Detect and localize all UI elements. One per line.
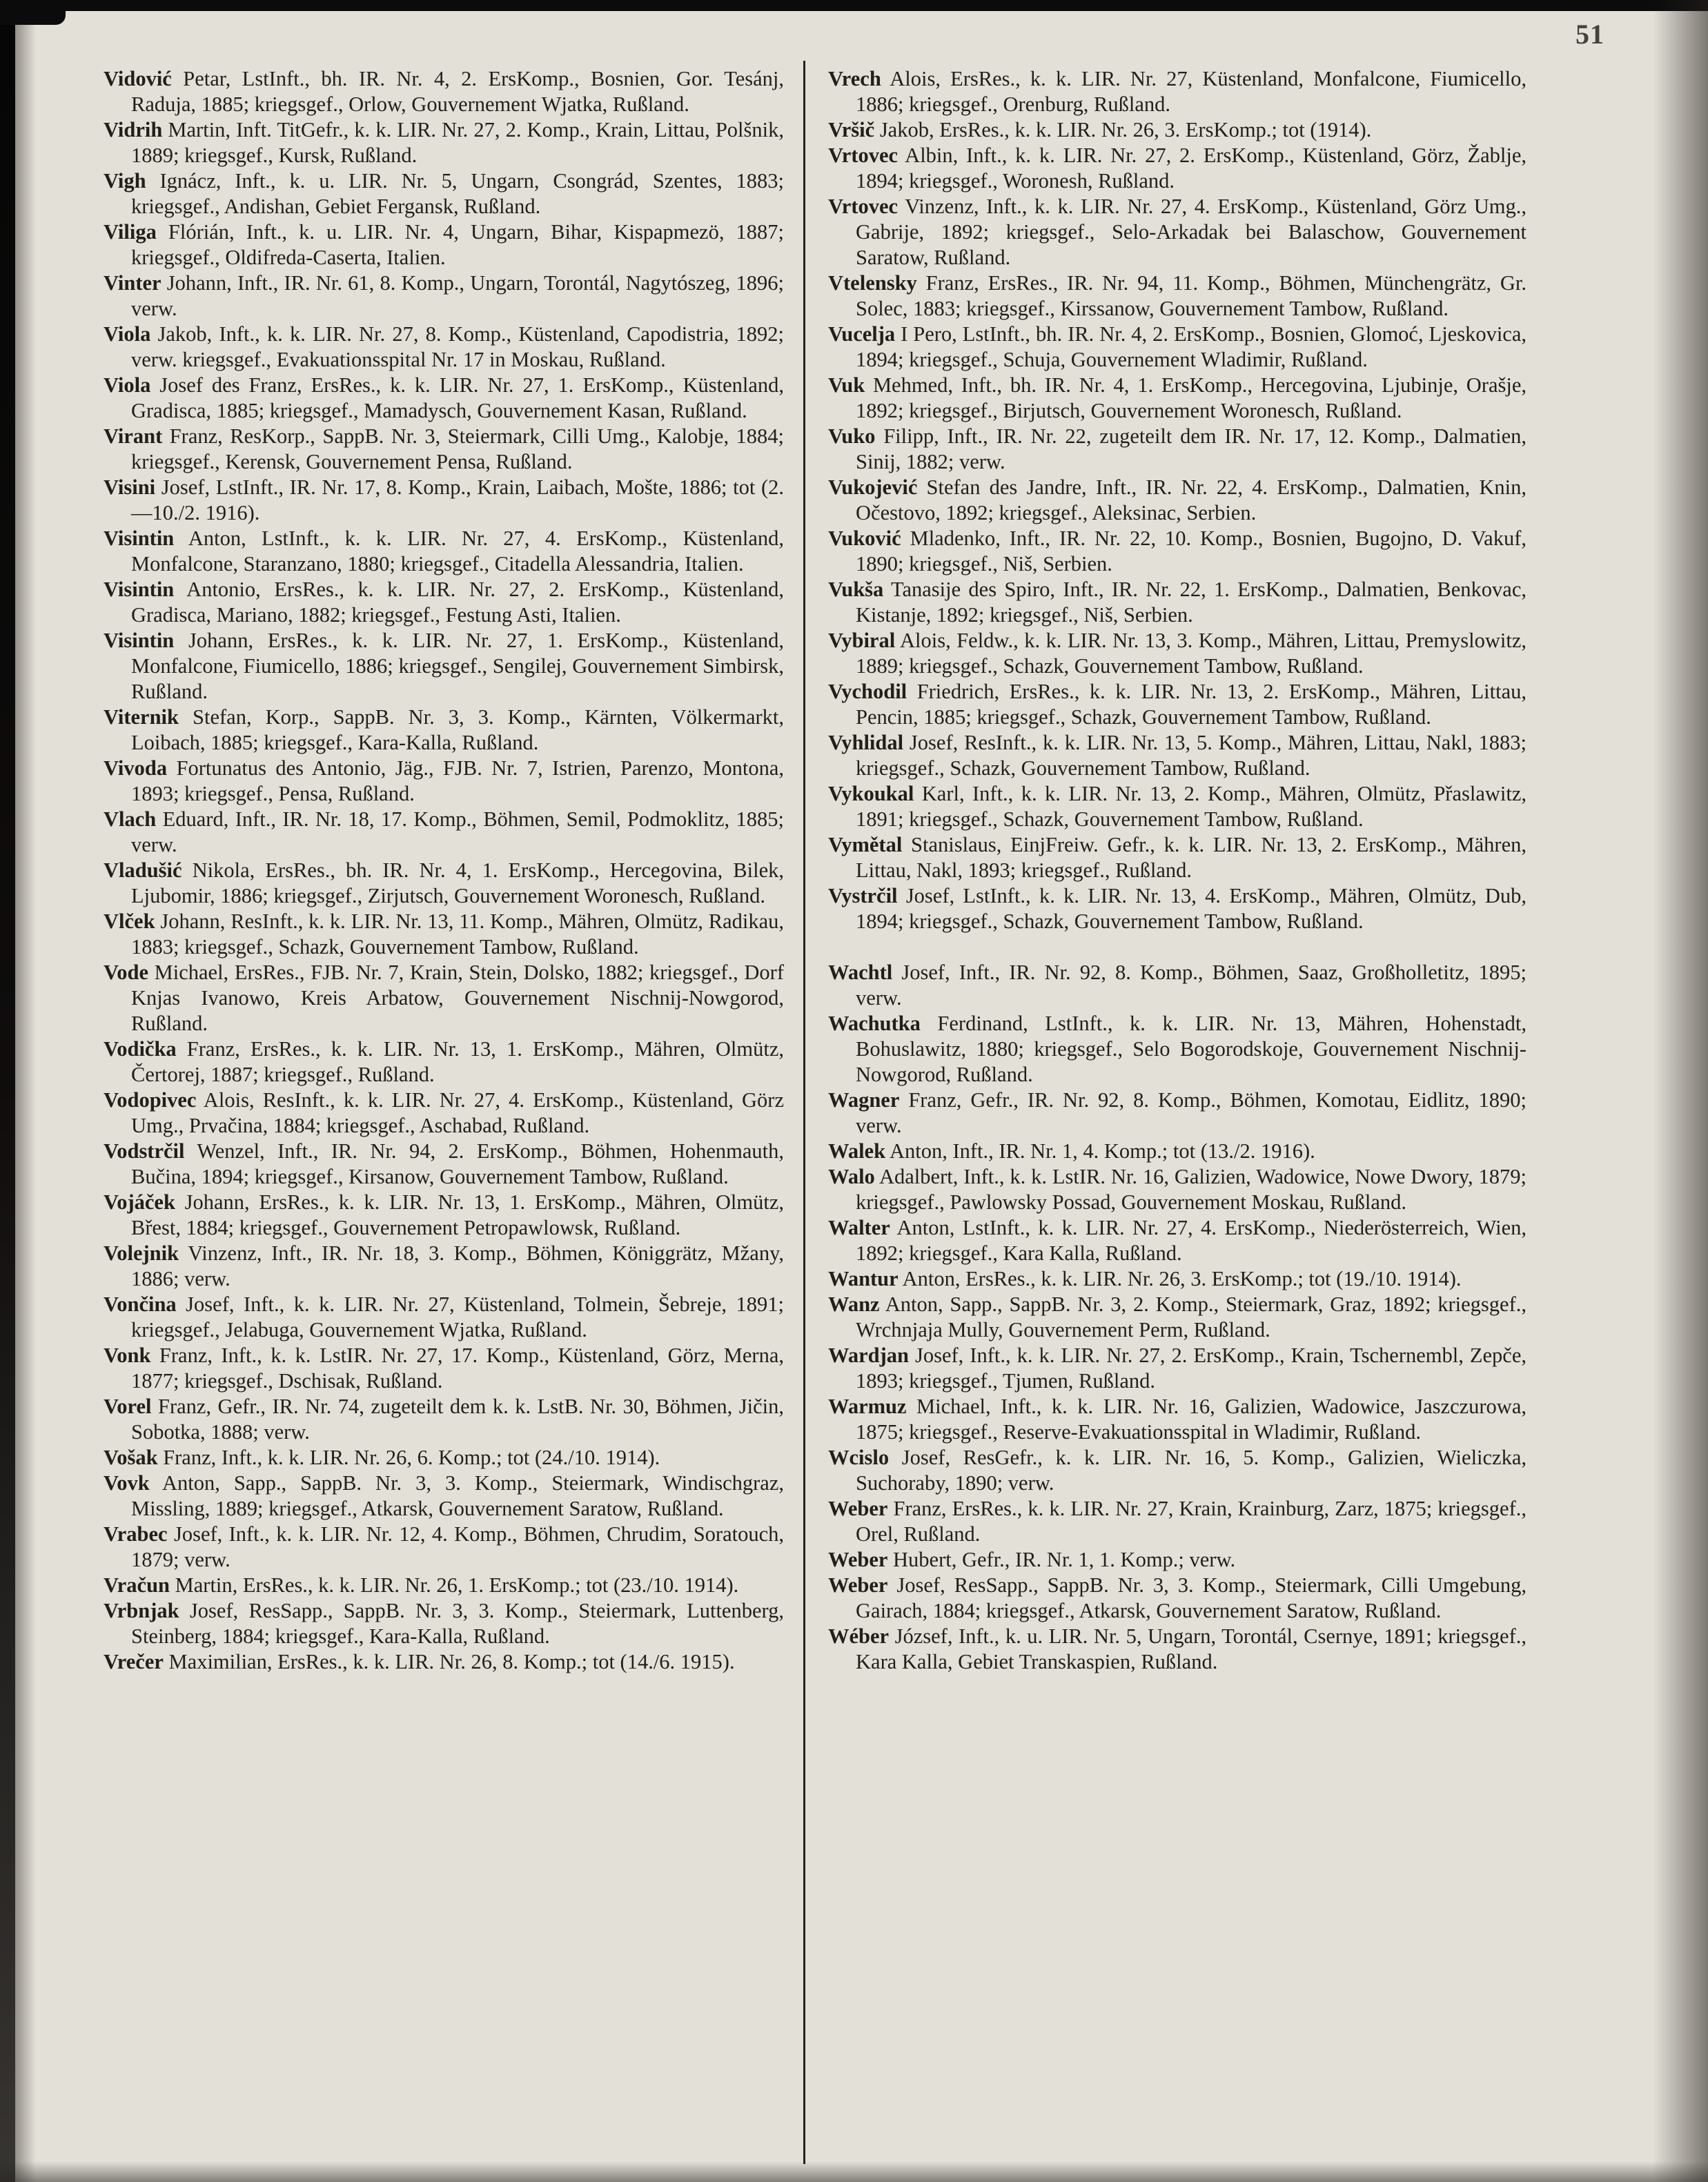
list-entry	[104, 219, 784, 271]
list-entry	[828, 1266, 1527, 1292]
list-entry	[828, 1394, 1527, 1445]
entry-surname: Virant	[104, 424, 163, 448]
list-entry	[828, 194, 1527, 271]
entry-details: Johann, ErsRes., k. k. LIR. Nr. 27, 1. ErsKomp., Küstenland, Monfalcone, Fiumicello, 1886; kriegsgef., Sengilej, Gouvernement Simbirsk, Rußland.	[131, 629, 784, 703]
list-entry	[828, 781, 1527, 832]
list-entry	[828, 883, 1527, 934]
list-entry	[828, 1215, 1527, 1266]
entry-surname: Visini	[104, 475, 156, 499]
entry-surname: Vojáček	[104, 1190, 175, 1214]
entry-details: Anton, LstInft., k. k. LIR. Nr. 27, 4. ErsKomp., Küstenland, Monfalcone, Staranzano, 1880; kriegsgef., Citadella Alessandria, Italien.	[131, 527, 784, 576]
entry-details: Nikola, ErsRes., bh. IR. Nr. 4, 1. ErsKomp., Hercegovina, Bilek, Ljubomir, 1886; kriegsgef., Zirjutsch, Gouvernement Woronesch, Rußland.	[131, 858, 784, 907]
entry-surname: Wéber	[828, 1624, 890, 1648]
entry-surname: Vidović	[104, 67, 172, 90]
list-entry	[104, 1036, 784, 1088]
list-entry	[104, 1292, 784, 1343]
entry-surname: Vuko	[828, 424, 876, 448]
list-entry	[104, 1598, 784, 1649]
entry-surname: Visintin	[104, 629, 175, 652]
list-entry	[104, 756, 784, 807]
entry-surname: Vorel	[104, 1395, 152, 1418]
entry-details: Franz, Gefr., IR. Nr. 74, zugeteilt dem k. k. LstB. Nr. 30, Böhmen, Jičin, Sobotka, 1888; verw.	[131, 1395, 784, 1444]
list-entry	[104, 475, 784, 526]
entry-details: Josef, Inft., k. k. LIR. Nr. 27, Küstenland, Tolmein, Šebreje, 1891; kriegsgef., Jelabuga, Gouvernement Wjatka, Rußland.	[131, 1293, 784, 1341]
entry-surname: Vukojević	[828, 475, 918, 499]
page-number: 51	[1576, 19, 1604, 50]
entry-surname: Vračun	[104, 1573, 170, 1597]
entry-details: Jakob, ErsRes., k. k. LIR. Nr. 26, 3. ErsKomp.; tot (1914).	[874, 118, 1372, 141]
entry-details: Franz, Inft., k. k. LIR. Nr. 26, 6. Komp.; tot (24./10. 1914).	[157, 1446, 660, 1469]
entry-surname: Weber	[828, 1573, 888, 1597]
entry-surname: Vybiral	[828, 629, 896, 652]
entry-surname: Vode	[104, 961, 148, 984]
entry-details: Friedrich, ErsRes., k. k. LIR. Nr. 13, 2. ErsKomp., Mähren, Littau, Pencin, 1885; kriegsgef., Schazk, Gouvernement Tambow, Rußland.	[856, 680, 1527, 729]
entry-details: Fortunatus des Antonio, Jäg., FJB. Nr. 7, Istrien, Parenzo, Montona, 1893; kriegsgef., Pensa, Rußland.	[131, 756, 784, 805]
entry-surname: Wachutka	[828, 1012, 921, 1035]
list-entry	[104, 373, 784, 424]
list-entry	[828, 424, 1527, 475]
entry-surname: Vinter	[104, 271, 161, 295]
entry-surname: Wachtl	[828, 961, 893, 984]
list-entry	[828, 1011, 1527, 1088]
entry-details: Eduard, Inft., IR. Nr. 18, 17. Komp., Böhmen, Semil, Podmoklitz, 1885; verw.	[131, 807, 784, 856]
entry-details: Franz, ErsRes., IR. Nr. 94, 11. Komp., Böhmen, Münchengrätz, Gr. Solec, 1883; kriegsgef., Kirssanow, Gouvernement Tambow, Rußland.	[856, 271, 1527, 320]
entry-surname: Vodička	[104, 1037, 177, 1061]
list-entry	[828, 143, 1527, 194]
list-entry	[828, 628, 1527, 679]
list-entry	[828, 1445, 1527, 1496]
list-entry	[828, 526, 1527, 577]
list-entry	[828, 679, 1527, 730]
entry-details: Martin, Inft. TitGefr., k. k. LIR. Nr. 27, 2. Komp., Krain, Littau, Polšnik, 1889; kriegsgef., Kursk, Rußland.	[131, 118, 784, 167]
list-entry	[828, 1088, 1527, 1139]
entry-surname: Vyhlidal	[828, 731, 904, 754]
list-entry	[828, 1547, 1527, 1573]
entry-details: Josef, ResGefr., k. k. LIR. Nr. 16, 5. Komp., Galizien, Wieliczka, Suchoraby, 1890; verw.	[856, 1446, 1527, 1495]
entry-details: Alois, Feldw., k. k. LIR. Nr. 13, 3. Komp., Mähren, Littau, Premyslowitz, 1889; kriegsgef., Schazk, Gouvernement Tambow, Rußland.	[856, 629, 1527, 678]
list-entry	[104, 1573, 784, 1598]
entry-details: Ferdinand, LstInft., k. k. LIR. Nr. 13, Mähren, Hohenstadt, Bohuslawitz, 1880; kriegsgef., Selo Bogorodskoje, Gouvernement Nischnij-Nowgorod, Rußland.	[856, 1012, 1527, 1086]
entry-surname: Vtelensky	[828, 271, 917, 295]
entry-surname: Wardjan	[828, 1344, 909, 1367]
list-entry	[104, 322, 784, 373]
list-entry	[104, 424, 784, 475]
list-entry	[104, 807, 784, 858]
entry-surname: Walek	[828, 1139, 886, 1163]
entry-details: Anton, ErsRes., k. k. LIR. Nr. 26, 3. ErsKomp.; tot (19./10. 1914).	[898, 1267, 1462, 1290]
list-entry	[828, 1343, 1527, 1394]
entry-surname: Vrech	[828, 67, 881, 90]
list-entry	[104, 1471, 784, 1522]
entry-surname: Vystrčil	[828, 884, 898, 907]
entry-details: Alois, ResInft., k. k. LIR. Nr. 27, 4. ErsKomp., Küstenland, Görz Umg., Prvačina, 1884; kriegsgef., Aschabad, Rußland.	[131, 1088, 784, 1137]
list-entry	[104, 1445, 784, 1471]
entry-details: Jakob, Inft., k. k. LIR. Nr. 27, 8. Komp., Küstenland, Capodistria, 1892; verw. kriegsgef., Evakuationsspital Nr. 17 in Moskau, Rußland.	[131, 322, 784, 371]
entry-surname: Vodopivec	[104, 1088, 197, 1112]
list-entry	[104, 1343, 784, 1394]
entry-surname: Vychodil	[828, 680, 907, 703]
entry-surname: Vlach	[104, 807, 157, 831]
entry-surname: Vykoukal	[828, 782, 914, 805]
entry-surname: Vovk	[104, 1471, 150, 1495]
entry-details: Stanislaus, EinjFreiw. Gefr., k. k. LIR. Nr. 13, 2. ErsKomp., Mähren, Littau, Nakl, 1893; kriegsgef., Rußland.	[856, 833, 1527, 882]
entry-details: Johann, Inft., IR. Nr. 61, 8. Komp., Ungarn, Torontál, Nagytószeg, 1896; verw.	[131, 271, 784, 320]
list-entry	[104, 1190, 784, 1241]
entry-surname: Vuk	[828, 373, 865, 397]
list-entry	[104, 858, 784, 909]
entry-details: Antonio, ErsRes., k. k. LIR. Nr. 27, 2. ErsKomp., Küstenland, Gradisca, Mariano, 1882; kriegsgef., Festung Asti, Italien.	[131, 578, 784, 627]
entry-surname: Wcislo	[828, 1446, 890, 1469]
entry-details: József, Inft., k. u. LIR. Nr. 5, Ungarn, Torontál, Csernye, 1891; kriegsgef., Kara Kalla, Gebiet Transkaspien, Rußland.	[856, 1624, 1527, 1673]
entry-details: Wenzel, Inft., IR. Nr. 94, 2. ErsKomp., Böhmen, Hohenmauth, Bučina, 1894; kriegsgef., Kirsanow, Gouvernement Tambow, Rußland.	[131, 1139, 784, 1188]
list-entry	[828, 1139, 1527, 1164]
list-entry	[104, 909, 784, 960]
entry-details: Anton, Sapp., SappB. Nr. 3, 2. Komp., Steiermark, Graz, 1892; kriegsgef., Wrchnjaja Mully, Gouvernement Perm, Rußland.	[856, 1293, 1527, 1341]
list-entry	[828, 271, 1527, 322]
entry-surname: Weber	[828, 1497, 888, 1520]
list-entry	[828, 1624, 1527, 1675]
list-entry	[828, 1496, 1527, 1547]
entry-details: Stefan, Korp., SappB. Nr. 3, 3. Komp., Kärnten, Völkermarkt, Loibach, 1885; kriegsgef., Kara-Kalla, Rußland.	[131, 705, 784, 754]
entry-details: Josef, ResSapp., SappB. Nr. 3, 3. Komp., Steiermark, Cilli Umgebung, Gairach, 1884; kriegsgef., Atkarsk, Gouvernement Saratow, Rußland.	[856, 1573, 1527, 1622]
entry-details: Tanasije des Spiro, Inft., IR. Nr. 22, 1. ErsKomp., Dalmatien, Benkovac, Kistanje, 1892; kriegsgef., Niš, Serbien.	[856, 578, 1527, 627]
entry-surname: Viliga	[104, 220, 157, 244]
entry-surname: Vrabec	[104, 1522, 168, 1546]
list-entry	[828, 960, 1527, 1011]
entry-surname: Viternik	[104, 705, 179, 729]
entry-surname: Vrtovec	[828, 144, 899, 167]
entry-surname: Vigh	[104, 169, 146, 193]
entry-details: Mladenko, Inft., IR. Nr. 22, 10. Komp., Bosnien, Bugojno, D. Vakuf, 1890; kriegsgef., Niš, Serbien.	[856, 527, 1527, 576]
list-entry	[828, 66, 1527, 117]
entry-details: Josef, ResSapp., SappB. Nr. 3, 3. Komp., Steiermark, Luttenberg, Steinberg, 1884; kriegsgef., Kara-Kalla, Rußland.	[131, 1599, 784, 1648]
entry-surname: Visintin	[104, 527, 175, 550]
entry-surname: Viola	[104, 322, 151, 346]
list-entry	[104, 526, 784, 577]
entry-details: Michael, Inft., k. k. LIR. Nr. 16, Galizien, Wadowice, Jaszczurowa, 1875; kriegsgef., Reserve-Evakuationsspital in Wladimir, Rußland.	[856, 1395, 1527, 1444]
list-entry	[104, 117, 784, 168]
entry-details: Franz, ErsRes., k. k. LIR. Nr. 13, 1. ErsKomp., Mähren, Olmütz, Čertorej, 1887; kriegsgef., Rußland.	[131, 1037, 784, 1086]
entry-details: Filipp, Inft., IR. Nr. 22, zugeteilt dem IR. Nr. 17, 12. Komp., Dalmatien, Sinij, 1882; verw.	[856, 424, 1527, 473]
entry-details: Josef, Inft., k. k. LIR. Nr. 27, 2. ErsKomp., Krain, Tschernembl, Zepče, 1893; kriegsgef., Tjumen, Rußland.	[856, 1344, 1527, 1393]
list-entry	[104, 1241, 784, 1292]
entry-details: Karl, Inft., k. k. LIR. Nr. 13, 2. Komp., Mähren, Olmütz, Přaslawitz, 1891; kriegsgef., Schazk, Gouvernement Tambow, Rußland.	[856, 782, 1527, 831]
entry-surname: Vršič	[828, 118, 875, 141]
entry-details: I Pero, LstInft., bh. IR. Nr. 4, 2. ErsKomp., Bosnien, Glomoć, Ljeskovica, 1894; kriegsgef., Schuja, Gouvernement Wladimir, Rußland.	[856, 322, 1527, 371]
entry-details: Josef, Inft., IR. Nr. 92, 8. Komp., Böhmen, Saaz, Großholletitz, 1895; verw.	[856, 961, 1527, 1010]
list-entry	[104, 705, 784, 756]
list-entry	[828, 1573, 1527, 1624]
entry-details: Franz, ResKorp., SappB. Nr. 3, Steiermark, Cilli Umg., Kalobje, 1884; kriegsgef., Kerensk, Gouvernement Pensa, Rußland.	[131, 424, 784, 473]
entry-surname: Vrtovec	[828, 195, 899, 218]
entry-surname: Vladušić	[104, 858, 182, 882]
scan-corner-blob	[0, 0, 66, 25]
entry-details: Flórián, Inft., k. u. LIR. Nr. 4, Ungarn, Bihar, Kispapmezö, 1887; kriegsgef., Oldifreda-Caserta, Italien.	[131, 220, 784, 269]
entry-details: Ignácz, Inft., k. u. LIR. Nr. 5, Ungarn, Csongrád, Szentes, 1883; kriegsgef., Andishan, Gebiet Fergansk, Rußland.	[131, 169, 784, 218]
entry-details: Josef, Inft., k. k. LIR. Nr. 12, 4. Komp., Böhmen, Chrudim, Soratouch, 1879; verw.	[131, 1522, 784, 1571]
entry-details: Adalbert, Inft., k. k. LstIR. Nr. 16, Galizien, Wadowice, Nowe Dwory, 1879; kriegsgef., Pawlowsky Possad, Gouvernement Moskau, Rußland.	[856, 1165, 1527, 1214]
entry-details: Stefan des Jandre, Inft., IR. Nr. 22, 4. ErsKomp., Dalmatien, Knin, Očestovo, 1892; kriegsgef., Aleksinac, Serbien.	[856, 475, 1527, 524]
entry-details: Johann, ErsRes., k. k. LIR. Nr. 13, 1. ErsKomp., Mähren, Olmütz, Břest, 1884; kriegsgef., Gouvernement Petropawlowsk, Rußland.	[131, 1190, 784, 1239]
entry-details: Maximilian, ErsRes., k. k. LIR. Nr. 26, 8. Komp.; tot (14./6. 1915).	[163, 1650, 735, 1673]
entry-details: Michael, ErsRes., FJB. Nr. 7, Krain, Stein, Dolsko, 1882; kriegsgef., Dorf Knjas Ivanowo, Kreis Arbatow, Gouvernement Nischnij-Nowgorod, Rußland.	[131, 961, 784, 1035]
entry-surname: Vodstrčil	[104, 1139, 185, 1163]
list-entry	[104, 1394, 784, 1445]
text-columns	[104, 66, 1527, 1675]
list-entry	[104, 1522, 784, 1573]
list-entry	[828, 1164, 1527, 1215]
entry-surname: Vymětal	[828, 833, 903, 856]
right-column	[828, 66, 1527, 1675]
entry-surname: Vrečer	[104, 1650, 164, 1673]
scan-edge-top	[0, 0, 1708, 11]
list-entry	[104, 271, 784, 322]
list-entry	[828, 1292, 1527, 1343]
entry-surname: Visintin	[104, 578, 175, 601]
list-entry	[828, 832, 1527, 883]
entry-surname: Walo	[828, 1165, 875, 1188]
scan-edge-bottom	[0, 2161, 1708, 2182]
list-entry	[104, 1649, 784, 1675]
entry-surname: Vivoda	[104, 756, 168, 780]
scan-edge-left-shadow	[15, 0, 36, 2182]
entry-details: Alois, ErsRes., k. k. LIR. Nr. 27, Küstenland, Monfalcone, Fiumicello, 1886; kriegsgef., Orenburg, Rußland.	[856, 67, 1527, 116]
entry-details: Martin, ErsRes., k. k. LIR. Nr. 26, 1. ErsKomp.; tot (23./10. 1914).	[170, 1573, 739, 1597]
list-entry	[104, 1139, 784, 1190]
entry-surname: Vucelja	[828, 322, 896, 346]
entry-surname: Vonk	[104, 1344, 151, 1367]
entry-details: Petar, LstInft., bh. IR. Nr. 4, 2. ErsKomp., Bosnien, Gor. Tesánj, Raduja, 1885; kriegsgef., Orlow, Gouvernement Wjatka, Rußland.	[131, 67, 784, 116]
entry-surname: Walter	[828, 1216, 890, 1239]
entry-details: Josef, LstInft., IR. Nr. 17, 8. Komp., Krain, Laibach, Mošte, 1886; tot (2.—10./2. 1916).	[131, 475, 784, 524]
list-entry	[828, 577, 1527, 628]
list-entry	[104, 577, 784, 628]
scan-edge-left	[0, 0, 15, 2182]
list-entry	[104, 1088, 784, 1139]
entry-details: Josef, ResInft., k. k. LIR. Nr. 13, 5. Komp., Mähren, Littau, Nakl, 1883; kriegsgef., Schazk, Gouvernement Tambow, Rußland.	[856, 731, 1527, 780]
entry-surname: Wanz	[828, 1293, 880, 1316]
left-column	[104, 66, 784, 1675]
entry-details: Hubert, Gefr., IR. Nr. 1, 1. Komp.; verw.	[887, 1548, 1236, 1571]
entry-details: Franz, Inft., k. k. LstIR. Nr. 27, 17. Komp., Küstenland, Görz, Merna, 1877; kriegsgef., Dschisak, Rußland.	[131, 1344, 784, 1393]
list-entry	[104, 628, 784, 705]
entry-surname: Vukša	[828, 578, 884, 601]
entry-details: Anton, Sapp., SappB. Nr. 3, 3. Komp., Steiermark, Windischgraz, Missling, 1889; kriegsgef., Atkarsk, Gouvernement Saratow, Rußland.	[131, 1471, 784, 1520]
entry-details: Franz, Gefr., IR. Nr. 92, 8. Komp., Böhmen, Komotau, Eidlitz, 1890; verw.	[856, 1088, 1527, 1137]
entry-details: Mehmed, Inft., bh. IR. Nr. 4, 1. ErsKomp., Hercegovina, Ljubinje, Orašje, 1892; kriegsgef., Birjutsch, Gouvernement Woronesch, Rußland.	[856, 373, 1527, 422]
entry-surname: Vončina	[104, 1293, 177, 1316]
list-entry	[828, 373, 1527, 424]
entry-surname: Volejnik	[104, 1241, 179, 1265]
entry-details: Vinzenz, Inft., IR. Nr. 18, 3. Komp., Böhmen, Königgrätz, Mžany, 1886; verw.	[131, 1241, 784, 1290]
entry-details: Anton, LstInft., k. k. LIR. Nr. 27, 4. ErsKomp., Niederösterreich, Wien, 1892; kriegsgef., Kara Kalla, Rußland.	[856, 1216, 1527, 1265]
entry-details: Johann, ResInft., k. k. LIR. Nr. 13, 11. Komp., Mähren, Olmütz, Radikau, 1883; kriegsgef., Schazk, Gouvernement Tambow, Rußland.	[131, 910, 784, 959]
entry-details: Anton, Inft., IR. Nr. 1, 4. Komp.; tot (13./2. 1916).	[885, 1139, 1315, 1163]
entry-surname: Wagner	[828, 1088, 900, 1112]
entry-surname: Wantur	[828, 1267, 899, 1290]
entry-details: Josef des Franz, ErsRes., k. k. LIR. Nr. 27, 1. ErsKomp., Küstenland, Gradisca, 1885; kriegsgef., Mamadysch, Gouvernement Kasan, Rußland.	[131, 373, 784, 422]
entry-details: Vinzenz, Inft., k. k. LIR. Nr. 27, 4. ErsKomp., Küstenland, Görz Umg., Gabrije, 1892; kriegsgef., Selo-Arkadak bei Balaschow, Gouvernement Saratow, Rußland.	[856, 195, 1527, 269]
list-entry	[104, 960, 784, 1036]
entry-details: Albin, Inft., k. k. LIR. Nr. 27, 2. ErsKomp., Küstenland, Görz, Žablje, 1894; kriegsgef., Woronesh, Rußland.	[856, 144, 1527, 193]
list-entry	[104, 66, 784, 117]
list-entry	[828, 117, 1527, 143]
list-entry	[828, 322, 1527, 373]
entry-details: Josef, LstInft., k. k. LIR. Nr. 13, 4. ErsKomp., Mähren, Olmütz, Dub, 1894; kriegsgef., Schazk, Gouvernement Tambow, Rußland.	[856, 884, 1527, 933]
scan-edge-right	[1653, 0, 1708, 2182]
list-entry	[828, 475, 1527, 526]
list-entry	[828, 730, 1527, 781]
entry-surname: Vuković	[828, 527, 901, 550]
entry-surname: Warmuz	[828, 1395, 907, 1418]
entry-surname: Weber	[828, 1548, 888, 1571]
entry-surname: Vošak	[104, 1446, 158, 1469]
entry-details: Franz, ErsRes., k. k. LIR. Nr. 27, Krain, Krainburg, Zarz, 1875; kriegsgef., Orel, Rußland.	[856, 1497, 1527, 1546]
entry-surname: Vlček	[104, 910, 155, 933]
entry-surname: Vidrih	[104, 118, 163, 141]
entry-surname: Vrbnjak	[104, 1599, 179, 1622]
list-entry	[104, 168, 784, 219]
entry-surname: Viola	[104, 373, 151, 397]
